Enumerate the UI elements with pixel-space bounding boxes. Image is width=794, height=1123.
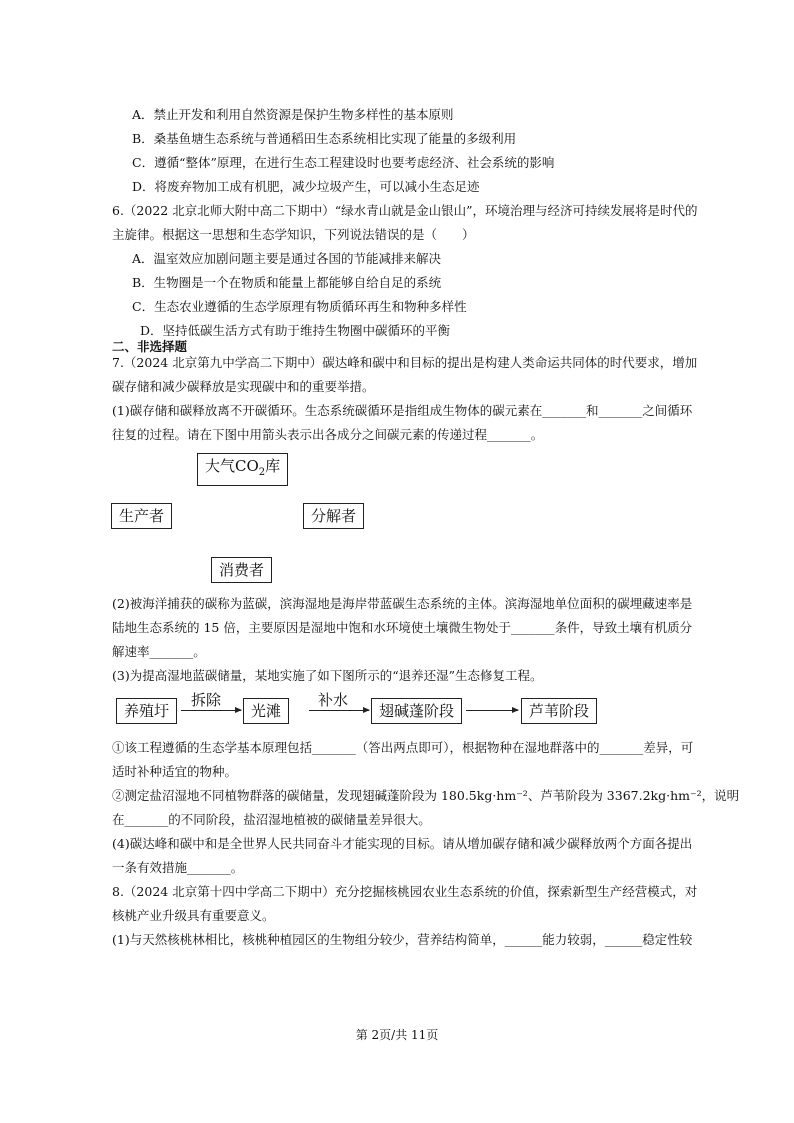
aquaculture-pond-box: 养殖圩 [116, 698, 177, 724]
q7-stem-line2: 碳存储和减少碳释放是实现碳中和的重要举措。 [112, 379, 375, 394]
demolish-label: 拆除 [191, 691, 222, 709]
reed-stage-box: 芦苇阶段 [521, 698, 597, 724]
q7-stem-line1: 7.（2024 北京第九中学高二下期中）碳达峰和碳中和目标的提出是构建人类命运共同体的时代要求，增加 [112, 355, 698, 370]
q8-part1-line1: (1)与天然核桃林相比，核桃种植园区的生物组分较少，营养结构简单，______能力较弱，______稳定性较 [112, 932, 693, 947]
q7-part1-line2: 往复的过程。请在下图中用箭头表示出各成分之间碳元素的传递过程_______。 [112, 427, 544, 442]
q6-stem-line2: 主旋律。根据这一思想和生态学知识，下列说法错误的是（ ） [112, 227, 475, 242]
atmosphere-co2-box: 大气$CO_2$库 [197, 453, 288, 486]
q5-option-a: A．禁止开发和利用自然资源是保护生物多样性的基本原则 [132, 107, 454, 122]
arrow-water-supply [309, 710, 369, 711]
q8-stem-line1: 8.（2024 北京第十四中学高二下期中）充分挖掘核桃园农业生态系统的价值，探索新型生产经营模式，对 [112, 884, 698, 899]
producer-box: 生产者 [111, 503, 172, 529]
q5-option-b: B．桑基鱼塘生态系统与普通稻田生态系统相比实现了能量的多级利用 [132, 131, 517, 146]
q6-option-a: A．温室效应加剧问题主要是通过各国的节能减排来解决 [132, 251, 442, 266]
q7-sub1-line2: 适时补种适宜的物种。 [112, 764, 238, 779]
atmosphere-label: 大气CO [205, 457, 259, 475]
suaeda-stage-box: 翅碱蓬阶段 [371, 698, 462, 724]
q8-stem-line2: 核桃产业升级具有重要意义。 [112, 908, 275, 923]
q7-part4-line2: 一条有效措施_______。 [112, 860, 244, 875]
q5-option-c: C．遵循“整体”原理，在进行生态工程建设时也要考虑经济、社会系统的影响 [132, 155, 555, 170]
page-footer: 第 2页/共 11页 [355, 1028, 439, 1042]
section-heading-non-choice: 二、非选择题 [112, 339, 188, 354]
q7-part1-line1: (1)碳存储和碳释放离不开碳循环。生态系统碳循环是指组成生物体的碳元素在_______和_______之间循环 [112, 403, 693, 418]
q7-sub1-line1: ①该工程遵循的生态学基本原理包括_______（答出两点即可），根据物种在湿地群落中的_______差异，可 [112, 740, 694, 755]
arrow-succession [466, 710, 518, 711]
bare-flat-box: 光滩 [243, 698, 289, 724]
consumer-box: 消费者 [211, 557, 272, 583]
q6-option-d: D．坚持低碳生活方式有助于维持生物圈中碳循环的平衡 [140, 323, 451, 338]
q6-option-c: C．生态农业遵循的生态学原理有物质循环再生和物种多样性 [132, 299, 467, 314]
q7-part2-line1: (2)被海洋捕获的碳称为蓝碳，滨海湿地是海岸带蓝碳生态系统的主体。滨海湿地单位面积的碳埋藏速率是 [112, 596, 693, 611]
q5-option-d: D．将废弃物加工成有机肥，减少垃圾产生，可以减小生态足迹 [132, 179, 480, 194]
q6-option-b: B．生物圈是一个在物质和能量上都能够自给自足的系统 [132, 275, 442, 290]
q6-stem-line1: 6.（2022 北京北师大附中高二下期中）“绿水青山就是金山银山”，环境治理与经济可持续发展将是时代的 [112, 203, 698, 218]
water-supply-label: 补水 [318, 691, 349, 709]
q7-part2-line3: 解速率_______。 [112, 644, 206, 659]
q7-sub2-line1: ②测定盐沼湿地不同植物群落的碳储量，发现翅碱蓬阶段为 180.5kg·hm⁻²、芦苇阶段为 3367.2kg·hm⁻²，说明 [112, 788, 740, 803]
q7-sub2-line2: 在_______的不同阶段，盐沼湿地植被的碳储量差异很大。 [112, 812, 431, 827]
q7-part2-line2: 陆地生态系统的 15 倍，主要原因是湿地中饱和水环境使土壤微生物处于_______条件，导致土壤有机质分 [112, 620, 693, 635]
q7-part3-line: (3)为提高湿地蓝碳储量，某地实施了如下图所示的“退养还湿”生态修复工程。 [112, 668, 543, 683]
arrow-demolish [181, 710, 241, 711]
q7-part4-line1: (4)碳达峰和碳中和是全世界人民共同奋斗才能实现的目标。请从增加碳存储和减少碳释放两个方面各提出 [112, 836, 693, 851]
decomposer-box: 分解者 [303, 503, 364, 529]
